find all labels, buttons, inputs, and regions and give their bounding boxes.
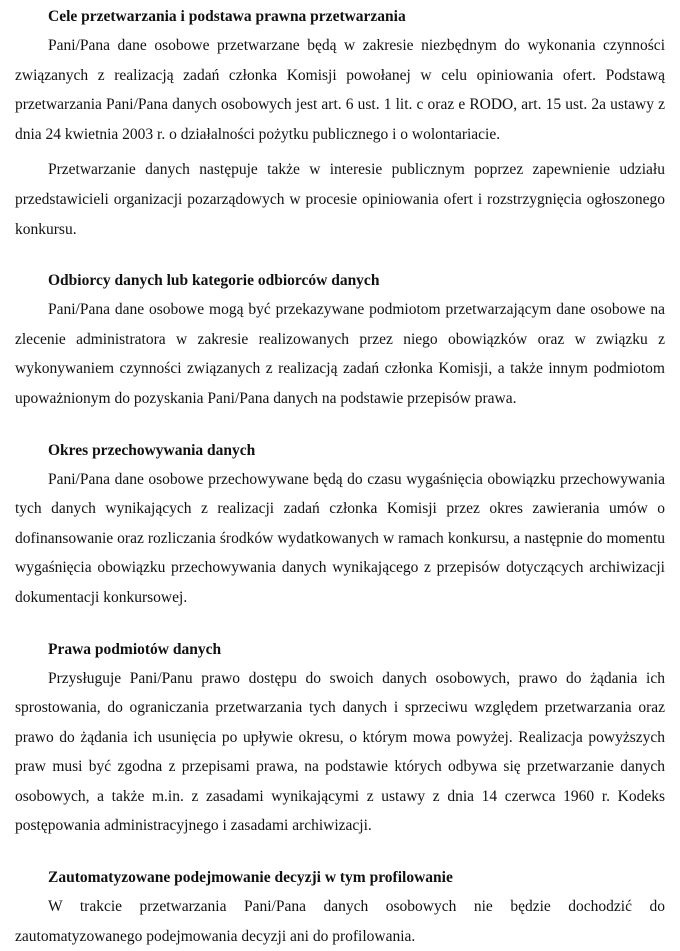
section-purposes — [15, 7, 665, 244]
paragraph: Przetwarzanie danych następuje także w interesie publicznym poprzez zapewnienie udziału przedstawicieli organizacji pozarządowych w procesie opiniowania ofert i rozstrzygnięcia ogłoszonego konkursu. — [15, 161, 665, 238]
paragraph: W trakcie przetwarzania Pani/Pana danych osobowych nie będzie dochodzić do zautomatyzowanego podejmowania decyzji ani do profilowania. — [15, 898, 665, 945]
section-heading: Prawa podmiotów danych — [48, 640, 222, 658]
section-heading: Cele przetwarzania i podstawa prawna przetwarzania — [48, 8, 406, 25]
section-heading: Odbiorcy danych lub kategorie odbiorców danych — [48, 272, 380, 290]
paragraph: Pani/Pana dane osobowe mogą być przekazywane podmiotom przetwarzającym dane osobowe na zlecenie administratora w zakresie realizowanych przez niego obowiązków oraz w związku z wykonywaniem czynności związanych z realizacją zadań członka Komisji, a także innym podmiotom upoważnionym do pozyskania Pani/Pana danych na podstawie przepisów prawa. — [15, 301, 665, 407]
section-heading: Zautomatyzowane podejmowanie decyzji w tym profilowanie — [48, 869, 453, 887]
section-heading: Okres przechowywania danych — [48, 441, 256, 459]
paragraph: Pani/Pana dane osobowe przechowywane będą do czasu wygaśnięcia obowiązku przechowywania tych danych wynikających z realizacji zadań członka Komisji przez okres zawierania umów o dofinansowanie oraz rozliczania środków wydatkowanych w ramach konkursu, a następnie do momentu wygaśnięcia obowiązku przechowywania danych wynikającego z przepisów dotyczących archiwizacji dokumentacji konkursowej. — [15, 470, 665, 606]
document-page — [15, 0, 665, 951]
section-rights — [15, 640, 665, 842]
paragraph: Pani/Pana dane osobowe przetwarzane będą w zakresie niezbędnym do wykonania czynności związanych z realizacją zadań członka Komisji powołanej w celu opiniowania ofert. Podstawą przetwarzania Pani/Pana danych osobowych jest art. 6 ust. 1 lit. c oraz e RODO, art. 15 ust. 2a ustawy z dnia 24 kwietnia 2003 r. o działalności pożytku publicznego i o wolontariacie. — [15, 37, 665, 143]
section-profiling — [15, 868, 665, 951]
section-recipients — [15, 271, 665, 413]
paragraph: Przysługuje Pani/Panu prawo dostępu do swoich danych osobowych, prawo do żądania ich sprostowania, do ograniczania przetwarzania tych danych i sprzeciwu względem przetwarzania oraz prawo do żądania ich usunięcia po upływie okresu, o którym mowa powyżej. Realizacja powyższych praw musi być zgodna z przepisami prawa, na podstawie których odbywa się przetwarzanie danych osobowych, a także m.in. z zasadami wynikającymi z ustawy z dnia 14 czerwca 1960 r. Kodeks postępowania administracyjnego i zasadami archiwizacji. — [15, 669, 665, 835]
section-retention — [15, 441, 665, 613]
